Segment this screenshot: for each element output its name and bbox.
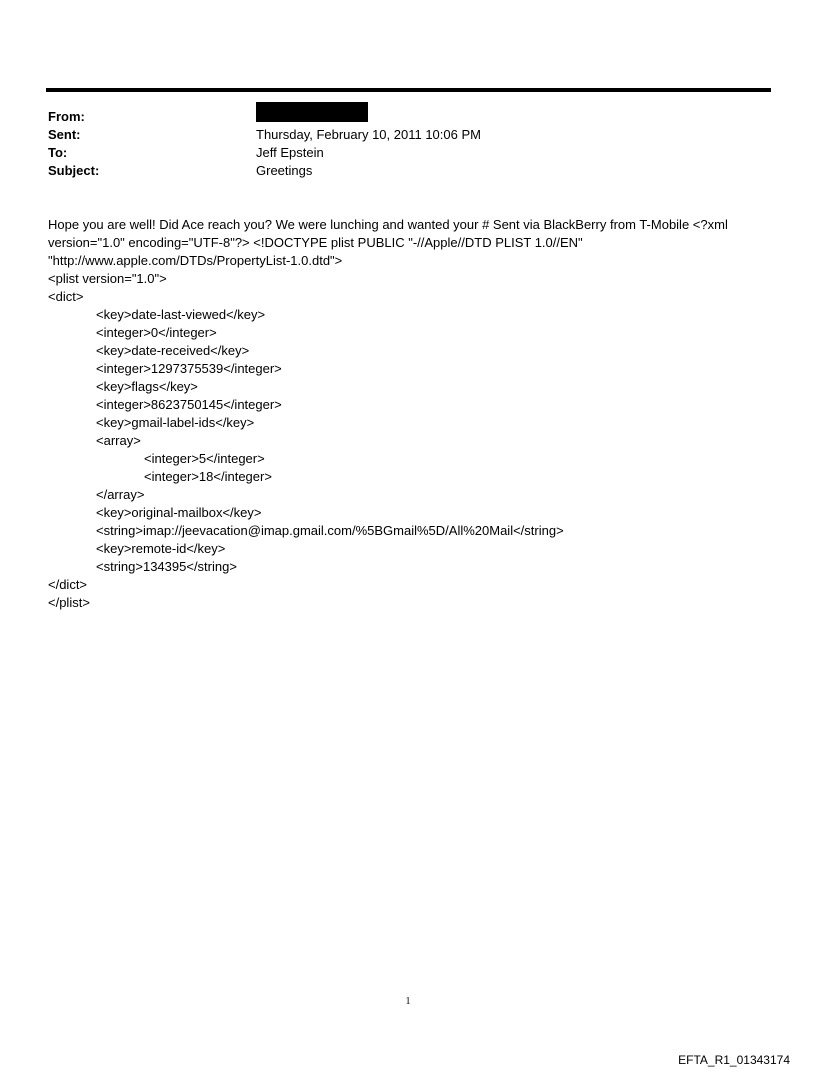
plist-line: <array> <box>96 433 141 448</box>
plist-line: <key>date-last-viewed</key> <box>96 307 266 322</box>
body-paragraph: Hope you are well! Did Ace reach you? We were lunching and wanted your # Sent via BlackBerry from T-Mobile <?xml version="1.0" encoding="UTF-8"?> <!DOCTYPE plist PUBLIC "-//Apple//DTD PLIST 1.0//EN" "http://www.apple.com/DTDs/PropertyList-1.0.dtd"> <box>48 217 728 268</box>
plist-line: <key>remote-id</key> <box>96 541 226 556</box>
redaction-box <box>256 102 368 122</box>
plist-line: <integer>18</integer> <box>144 469 272 484</box>
document-id: EFTA_R1_01343174 <box>678 1053 790 1067</box>
email-body <box>48 216 773 612</box>
to-value: Jeff Epstein <box>256 145 324 160</box>
plist-line: <key>date-received</key> <box>96 343 250 358</box>
to-label: To: <box>48 145 68 160</box>
plist-line: </plist> <box>48 595 90 610</box>
plist-line: <key>gmail-label-ids</key> <box>96 415 255 430</box>
plist-line: <integer>5</integer> <box>144 451 265 466</box>
plist-line: <plist version="1.0"> <box>48 271 167 286</box>
plist-line: <integer>1297375539</integer> <box>96 361 282 376</box>
plist-line: <key>flags</key> <box>96 379 198 394</box>
plist-line: <dict> <box>48 289 84 304</box>
sent-value: Thursday, February 10, 2011 10:06 PM <box>256 127 481 142</box>
subject-value: Greetings <box>256 163 313 178</box>
page-number: 1 <box>405 996 411 1007</box>
plist-line: <integer>0</integer> <box>96 325 217 340</box>
plist-line: </dict> <box>48 577 88 592</box>
plist-line: </array> <box>96 487 145 502</box>
from-label: From: <box>48 109 85 124</box>
header-rule <box>46 88 771 92</box>
plist-line: <integer>8623750145</integer> <box>96 397 282 412</box>
subject-label: Subject: <box>48 163 100 178</box>
plist-line: <string>imap://jeevacation@imap.gmail.com/%5BGmail%5D/All%20Mail</string> <box>96 523 564 538</box>
sent-label: Sent: <box>48 127 81 142</box>
plist-line: <string>134395</string> <box>96 559 237 574</box>
plist-line: <key>original-mailbox</key> <box>96 505 262 520</box>
